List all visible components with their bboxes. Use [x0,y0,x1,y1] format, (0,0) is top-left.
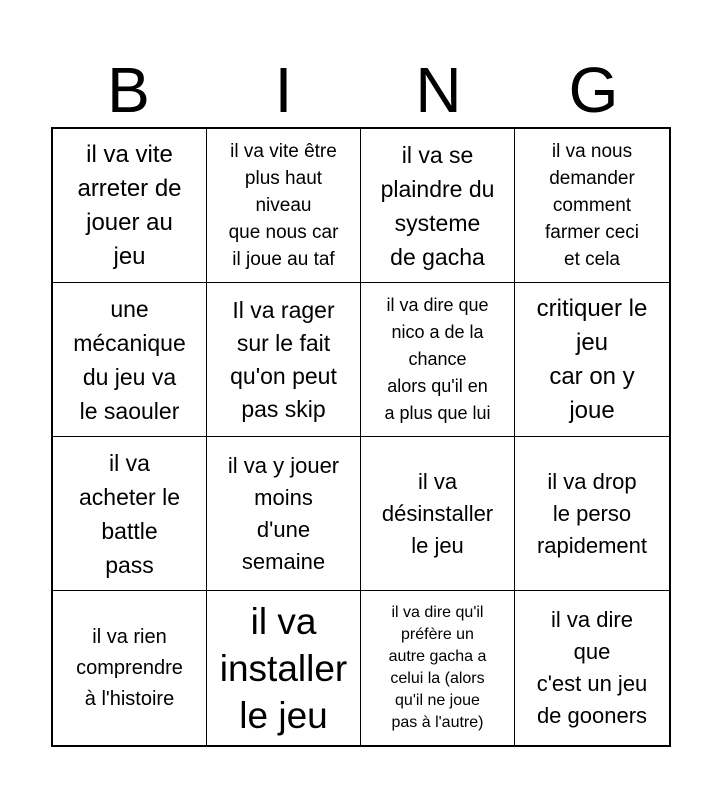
bingo-cell[interactable]: il va dire que c'est un jeu de gooners [536,607,648,728]
title-letter-i: I [274,54,293,126]
bingo-cell[interactable]: il va dire que nico a de la chance alors qu'il en a plus que lui [361,283,515,437]
bingo-cell[interactable]: il va vite être plus haut niveau que nous car il joue au taf [207,129,361,283]
bingo-cell[interactable]: il va drop le perso rapidement [515,437,669,591]
bingo-cell[interactable]: il va dire qu'il préfère un autre gacha a celui la (alors qu'il ne joue pas à l'autre) [361,591,515,745]
bingo-cell[interactable]: Il va rager sur le fait qu'on peut pas skip [207,283,361,437]
title-letter-b: B [107,54,150,126]
bingo-cell[interactable]: il va vite arreter de jouer au jeu [53,129,207,283]
bingo-cell[interactable]: il va acheter le battle pass [53,437,207,591]
bingo-title [51,52,671,128]
bingo-cell[interactable]: une mécanique du jeu va le saouler [53,283,207,437]
bingo-cell[interactable]: il va se plaindre du systeme de gacha [361,129,515,283]
bingo-cell[interactable]: il va nous demander comment farmer ceci et cela [515,129,669,283]
bingo-cell[interactable]: il va installer le jeu [207,591,361,745]
bingo-cell[interactable]: il va désinstaller le jeu [361,437,515,591]
title-letter-g: G [568,54,619,126]
bingo-cell[interactable]: il va rien comprendre à l'histoire [53,591,207,745]
title-letter-n: N [415,54,462,126]
bingo-board [51,127,671,747]
bingo-cell[interactable]: il va y jouer moins d'une semaine [207,437,361,591]
bingo-cell[interactable]: critiquer le jeu car on y joue [515,283,669,437]
